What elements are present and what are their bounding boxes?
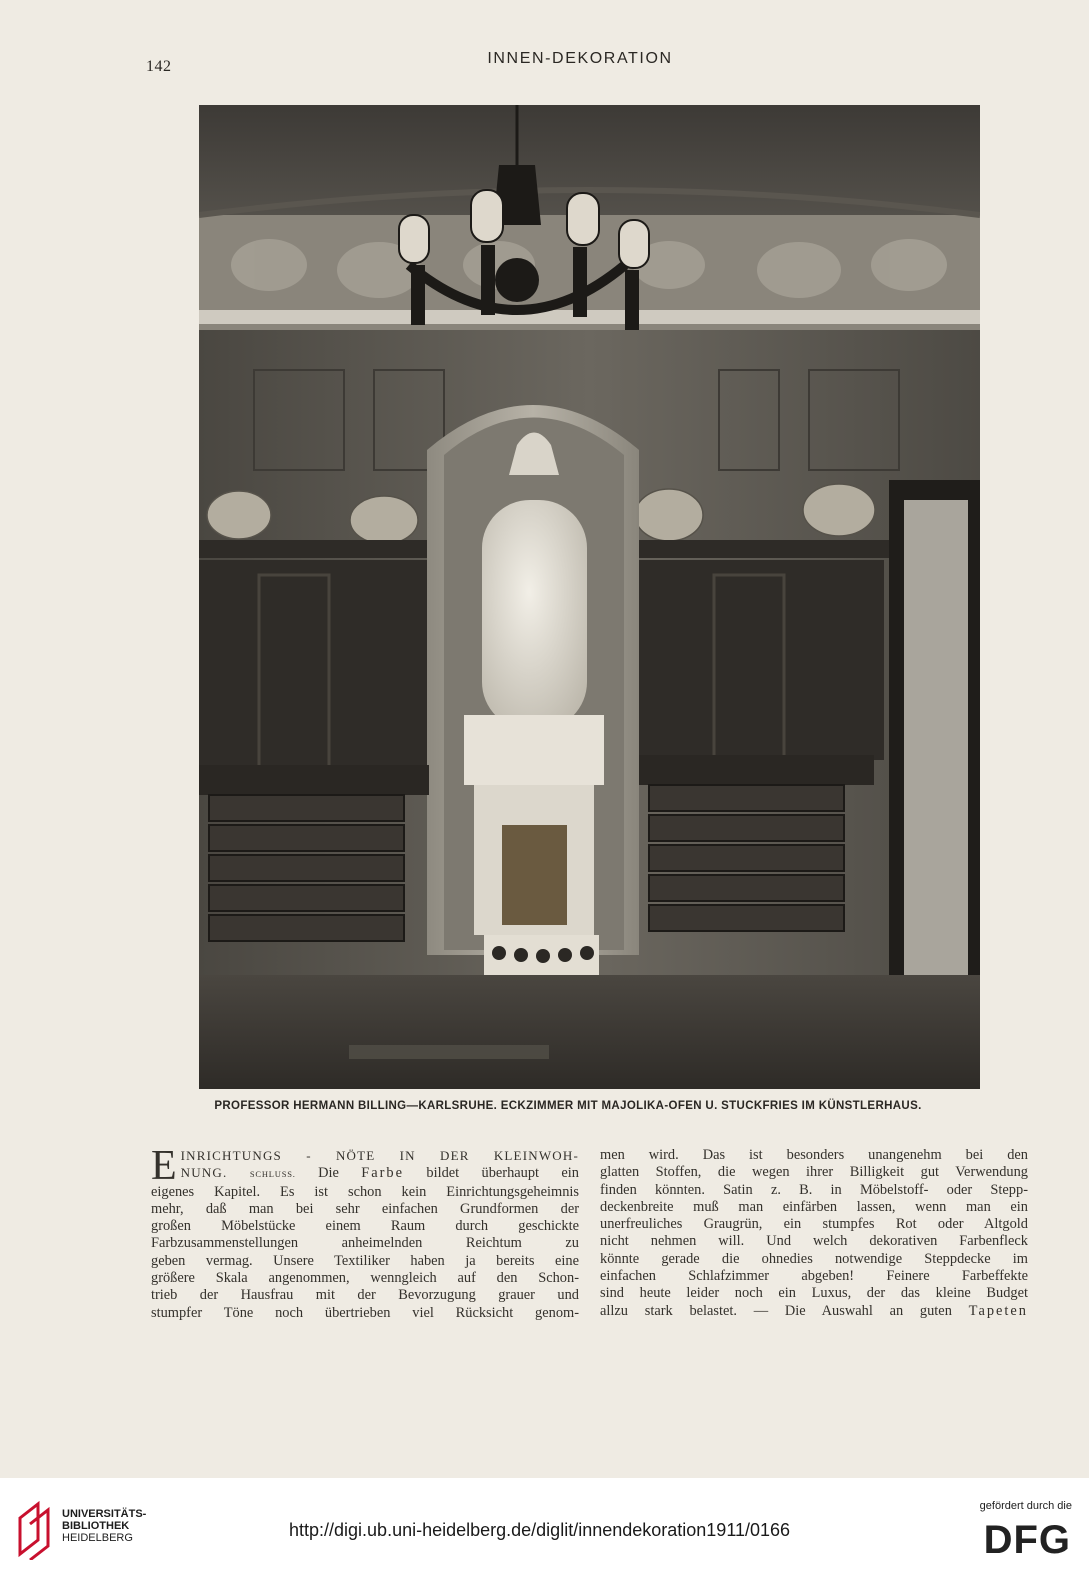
text-fragment: allzu stark belastet. — Die Auswahl an guten xyxy=(600,1302,952,1319)
page-number: 142 xyxy=(146,58,172,75)
text-line: glatten Stoffen, die wegen ihrer Billigkeit gut Verwendung xyxy=(600,1164,1028,1181)
text-line: Farbzusammenstellungen anheimelnden Reichtum zu xyxy=(151,1235,579,1252)
text-line: trieb der Hausfrau mit der Bevorzugung grauer und xyxy=(151,1287,579,1304)
footer-bar xyxy=(0,1478,1089,1590)
corner-room-photo xyxy=(199,105,980,1089)
drop-cap: E xyxy=(151,1143,177,1189)
keyword-tapeten: Tapeten xyxy=(968,1302,1028,1319)
text-line: mehr, daß man bei sehr einfachen Grundformen der xyxy=(151,1200,579,1217)
text-fragment: bildet überhaupt ein xyxy=(426,1165,579,1182)
library-logo-icon xyxy=(16,1500,56,1560)
text-line: finden könnten. Satin z. B. in Möbelstoff- oder Stepp- xyxy=(600,1181,1028,1198)
text-line: nicht nehmen will. Und welch dekorativen Farbenfleck xyxy=(600,1233,1028,1250)
text-line: großen Möbelstücke einem Raum durch geschickte xyxy=(151,1218,579,1235)
running-title: INNEN-DEKORATION xyxy=(487,50,673,67)
article-column-left xyxy=(151,1143,579,1322)
text-line: eigenes Kapitel. Es ist schon kein Einrichtungsgeheimnis xyxy=(151,1183,579,1200)
article-column-right xyxy=(600,1147,1028,1320)
figure-caption: PROFESSOR HERMANN BILLING—KARLSRUHE. ECKZIMMER MIT MAJOLIKA-OFEN U. STUCKFRIES IM KÜNSTLERHAUS. xyxy=(214,1100,922,1112)
text-line: INRICHTUNGS - NÖTE IN DER KLEINWOH- xyxy=(180,1148,579,1163)
text-line xyxy=(151,1164,579,1183)
schluss-label: SCHLUSS. xyxy=(249,1169,296,1180)
text-line: men wird. Das ist besonders unangenehm bei den xyxy=(600,1147,1028,1163)
text-fragment: Die xyxy=(318,1165,339,1182)
text-line: unerfreuliches Graugrün, ein stumpfes Rot oder Altgold xyxy=(600,1216,1028,1233)
library-name xyxy=(62,1508,146,1544)
text-line xyxy=(600,1303,1028,1320)
text-line: stumpfer Töne noch übertrieben viel Rücksicht genom- xyxy=(151,1304,579,1321)
text-line: deckenbreite muß man einfärben lassen, wenn man ein xyxy=(600,1198,1028,1215)
text-line: einfachen Schlafzimmer abgeben! Feinere Farbeffekte xyxy=(600,1268,1028,1285)
text-line: sind heute leider noch ein Luxus, der das kleine Budget xyxy=(600,1285,1028,1302)
library-line: HEIDELBERG xyxy=(62,1532,133,1544)
text-line: größere Skala angenommen, wenngleich auf den Schon- xyxy=(151,1270,579,1287)
library-line: UNIVERSITÄTS- xyxy=(62,1508,147,1520)
text-fragment: NUNG. xyxy=(180,1165,228,1181)
funding-note: gefördert durch die xyxy=(979,1500,1072,1512)
photograph xyxy=(199,105,980,1089)
text-line: geben vermag. Unsere Textiliker haben ja bereits eine xyxy=(151,1252,579,1269)
library-line: BIBLIOTHEK xyxy=(62,1520,130,1532)
dfg-logo: DFG xyxy=(983,1518,1071,1562)
keyword-farbe: Farbe xyxy=(361,1165,404,1182)
text-line: könnte gerade die ohnedies notwendige Steppdecke im xyxy=(600,1250,1028,1267)
permalink-link[interactable]: http://digi.ub.uni-heidelberg.de/diglit/innendekoration1911/0166 xyxy=(289,1520,791,1540)
